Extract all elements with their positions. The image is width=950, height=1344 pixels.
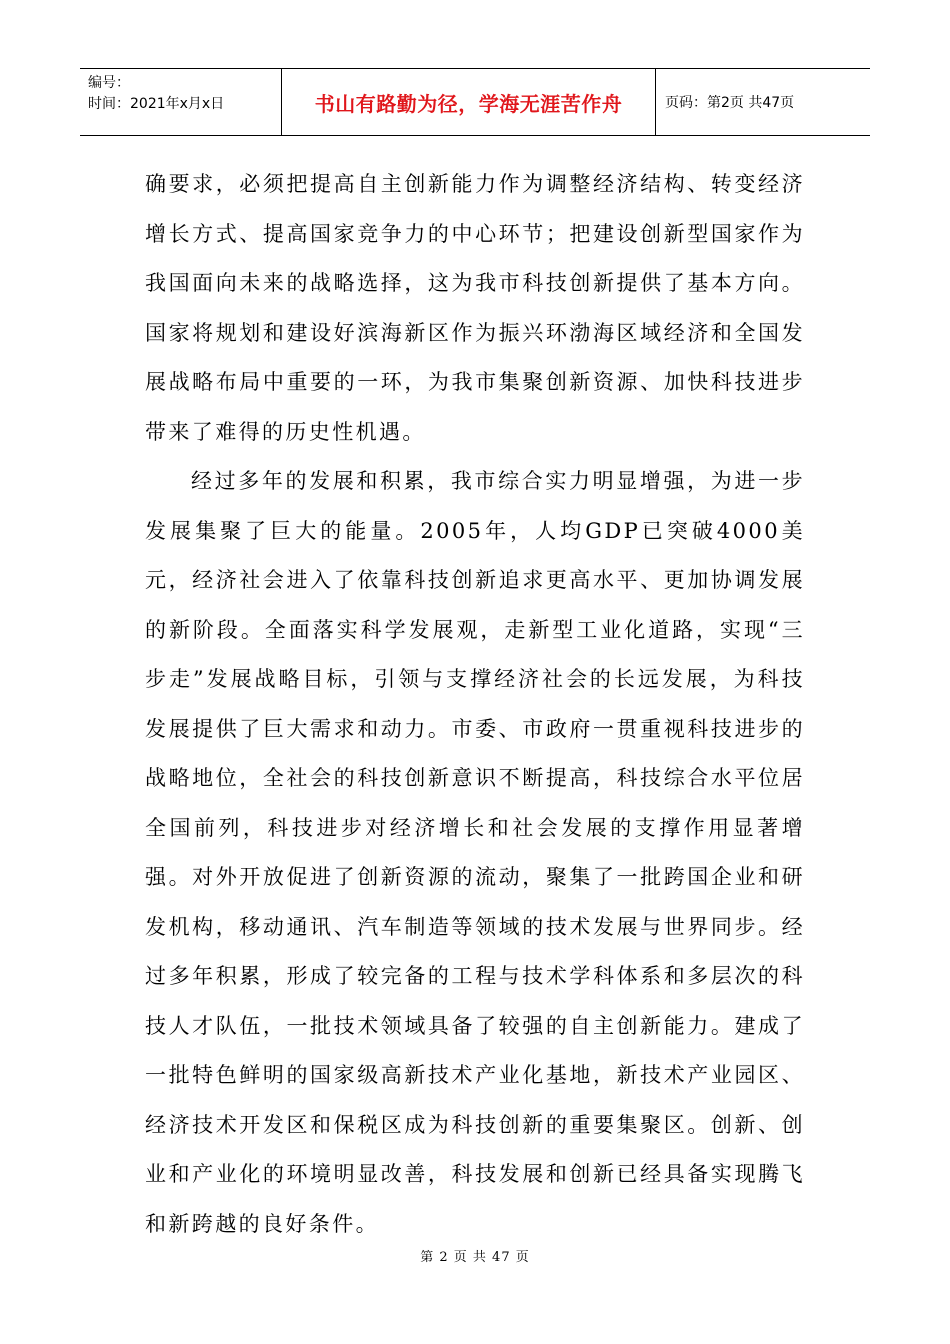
document-body <box>145 160 805 1249</box>
header-motto: 书山有路勤为径，学海无涯苦作舟 <box>282 69 656 135</box>
body-paragraph-continued: 确要求，必须把提高自主创新能力作为调整经济结构、转变经济增长方式、提高国家竞争力的中心环节；把建设创新型国家作为我国面向未来的战略选择，这为我市科技创新提供了基本方向。国家将规划和建设好滨海新区作为振兴环渤海区域经济和全国发展战略布局中重要的一环，为我市集聚创新资源、加快科技进步带来了难得的历史性机遇。 <box>145 172 805 444</box>
page-footer: 第 2 页 共 47 页 <box>420 1250 530 1265</box>
document-time-label: 时间：2021年x月x日 <box>88 96 225 112</box>
body-paragraph: 经过多年的发展和积累，我市综合实力明显增强，为进一步发展集聚了巨大的能量。2005年，人均GDP已突破4000美元，经济社会进入了依靠科技创新追求更高水平、更加协调发展的新阶段。全面落实科学发展观，走新型工业化道路，实现“三步走”发展战略目标，引领与支撑经济社会的长远发展，为科技发展提供了巨大需求和动力。市委、市政府一贯重视科技进步的战略地位，全社会的科技创新意识不断提高，科技综合水平位居全国前列，科技进步对经济增长和社会发展的支撑作用显著增强。对外开放促进了创新资源的流动，聚集了一批跨国企业和研发机构，移动通讯、汽车制造等领域的技术发展与世界同步。经过多年积累，形成了较完备的工程与技术学科体系和多层次的科技人才队伍，一批技术领域具备了较强的自主创新能力。建成了一批特色鲜明的国家级高新技术产业化基地，新技术产业园区、经济技术开发区和保税区成为科技创新的重要集聚区。创新、创业和产业化的环境明显改善，科技发展和创新已经具备实现腾飞和新跨越的良好条件。 <box>145 469 805 1236</box>
header-page-info: 页码：第2页 共47页 <box>665 95 795 111</box>
document-number-label: 编号： <box>88 75 130 91</box>
header-meta <box>80 69 282 135</box>
page-header <box>80 68 870 136</box>
